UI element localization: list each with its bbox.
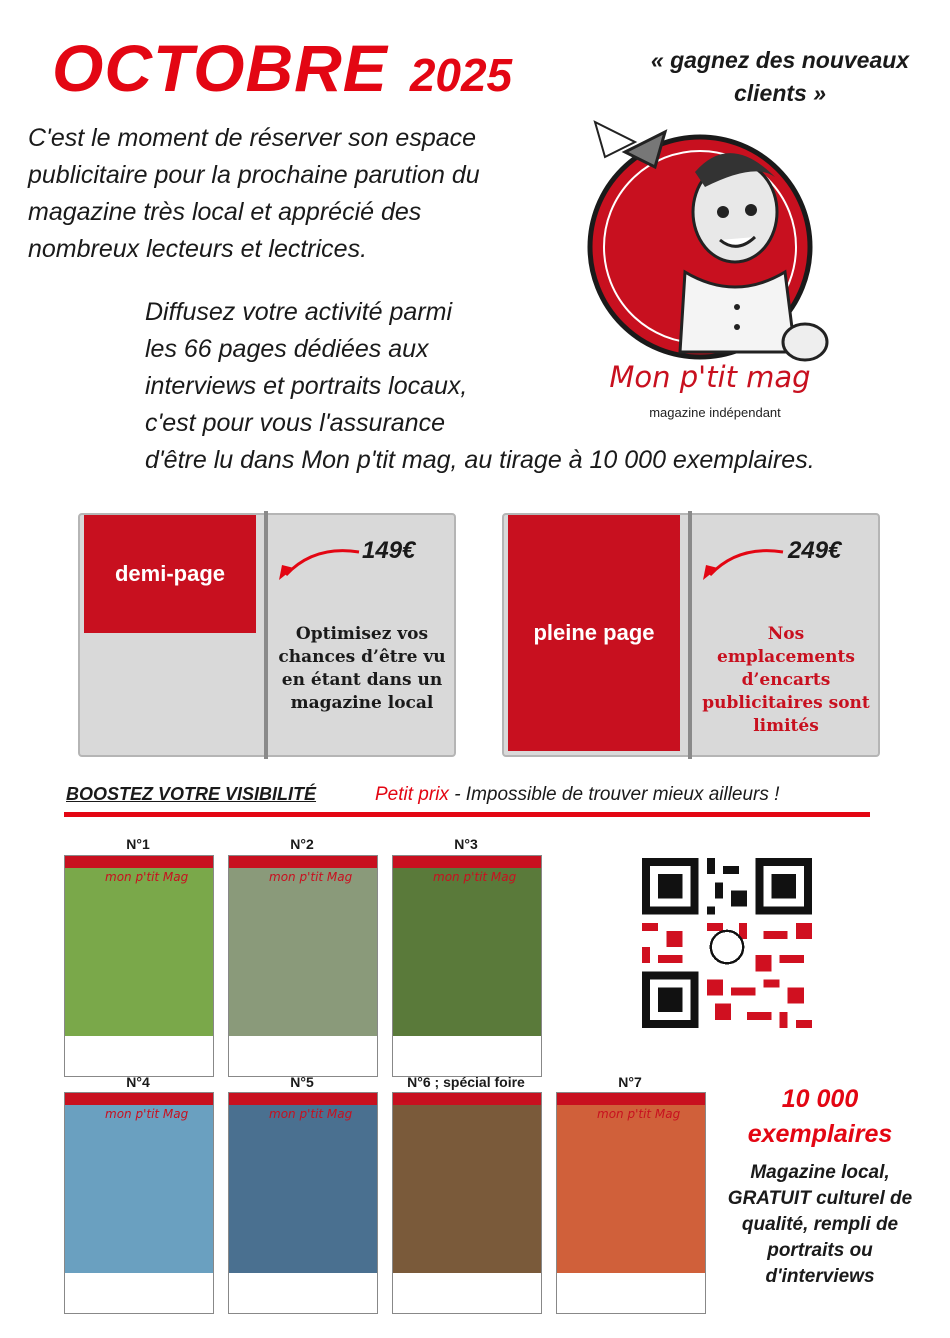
boost-heading: BOOSTEZ VOTRE VISIBILITÉ (66, 784, 317, 804)
magazine-cover: mon p'tit Mag (64, 1092, 214, 1314)
arrow-icon (698, 540, 788, 585)
book-spine (688, 511, 692, 759)
cover-label: N°4 (126, 1074, 150, 1090)
diffuse-last-line: d'être lu dans Mon p'tit mag, au tirage à 10 000 exemplaires. (145, 446, 815, 474)
format-block: pleine page (508, 515, 680, 751)
offer-text: Optimisez vos chances d’être vu en étant dans un magazine local (278, 624, 446, 713)
magazine-cover: mon p'tit Mag (228, 1092, 378, 1314)
magazine-description: Magazine local, GRATUIT culturel de qualité, rempli de portraits ou d'interviews (727, 1162, 913, 1287)
slogan: « gagnez des nouveaux clients » (650, 47, 910, 106)
cover-label: N°6 ; spécial foire (407, 1074, 525, 1090)
intro-text: C'est le moment de réserver son espace publicitaire pour la prochaine parution du magazine très local et apprécié des nombreux lecteurs et lectrices. (28, 124, 480, 263)
cover-label: N°1 (126, 836, 150, 852)
magazine-cover: mon p'tit Mag (392, 855, 542, 1077)
offer-text: Nos emplacements d’encarts publicitaires sont limités (702, 624, 870, 736)
logo-subtitle: magazine indépendant (649, 405, 781, 420)
magazine-cover: mon p'tit Mag (228, 855, 378, 1077)
magazine-cover: mon p'tit Mag (64, 855, 214, 1077)
boost-tagline: Petit prix - Impossible de trouver mieux ailleurs ! (375, 784, 780, 805)
cover-label: N°5 (290, 1074, 314, 1090)
logo-name: Mon p'tit mag (609, 360, 811, 394)
divider (64, 812, 870, 817)
cover-label: N°2 (290, 836, 314, 852)
format-block: demi-page (84, 515, 256, 633)
book-spine (264, 511, 268, 759)
print-run: 10 000 exemplaires (747, 1085, 893, 1148)
qr-code-icon (642, 858, 812, 1028)
price: 249€ (788, 537, 842, 564)
offer-half-page (74, 505, 458, 770)
arrow-icon (274, 540, 364, 585)
price: 149€ (362, 537, 416, 564)
magazine-cover (392, 1092, 542, 1314)
diffuse-text: Diffusez votre activité parmi les 66 pages dédiées aux interviews et portraits locaux, c'est pour vous l'assurance (145, 298, 468, 437)
cover-label: N°7 (618, 1074, 642, 1090)
offer-full-page (498, 505, 882, 770)
page-title: OCTOBRE 2025 (52, 31, 513, 105)
cover-label: N°3 (454, 836, 478, 852)
magazine-cover: mon p'tit Mag (556, 1092, 706, 1314)
